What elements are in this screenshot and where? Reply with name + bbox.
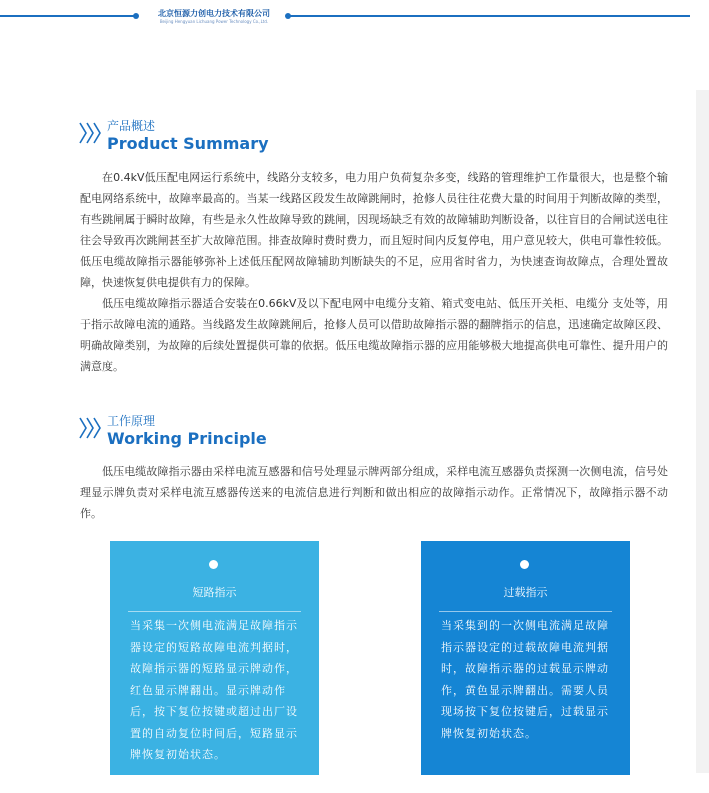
card-divider [128,611,301,612]
summary-paragraph-1: 在0.4kV低压配电网运行系统中，线路分支较多，电力用户负荷复杂多变，线路的管理维护工作量很大，也是整个输配电网络系统中，故障率最高的。当某一线路区段发生故障跳闸时，抢修人员往往花费大量的时间用于判断故障的类型，有些跳闸属于瞬时故障，有些是永久性故障导致的跳闸，因现场缺乏有效的故障辅助判断设备，以往盲目的合闸试送电往往会导致再次跳闸甚至扩大故障范围。排查故障时费时费力，而且短时间内反复停电，用户意见较大，供电可靠性较低。低压电缆故障指示器能够弥补上述低压配网故障辅助判断缺失的不足，应用省时省力，为快速查询故障点，合理处置故障，快速恢复供电提供有力的保障。 [80,171,668,289]
card-body: 当采集到的一次侧电流满足故障指示器设定的过载故障电流判据时，故障指示器的过载显示牌动作，黄色显示牌翻出。需要人员现场按下复位按键后，过载显示牌恢复初始状态。 [441,619,609,740]
overload-card [421,541,630,775]
company-name-en: Beijing Hengyuan Lichuang Power Technology Co.,Ltd. [159,19,269,24]
header-dot-left [133,13,139,19]
principle-title-cn: 工作原理 [107,414,156,428]
card-title: 短路指示 [192,586,237,599]
principle-title-en: Working Principle [107,429,267,448]
card-divider [439,611,612,612]
card-bullet-icon [520,560,529,569]
card-bullet-icon [209,560,218,569]
principle-paragraph: 低压电缆故障指示器由采样电流互感器和信号处理显示牌两部分组成，采样电流互感器负责探测一次侧电流，信号处理显示牌负责对采样电流互感器传送来的电流信息进行判断和做出相应的故障指示动作。正常情况下，故障指示器不动作。 [80,465,668,520]
company-logo-text [148,9,280,25]
triple-chevron-icon [78,121,104,145]
header-rule-left [0,15,136,17]
card-title: 过载指示 [503,586,548,599]
page-edge-strip [696,90,709,773]
summary-title-cn: 产品概述 [107,119,156,133]
summary-paragraph-2: 低压电缆故障指示器适合安装在0.66kV及以下配电网中电缆分支箱、箱式变电站、低压开关柜、电缆分 支处等，用于指示故障电流的通路。当线路发生故障跳闸后，抢修人员可以借助故障指示器的翻牌指示的信息，迅速确定故障区段、明确故障类别，为故障的后续处置提供可靠的依据。低压电缆故障指示器的应用能够极大地提高供电可靠性、提升用户的满意度。 [80,297,668,373]
card-body: 当采集一次侧电流满足故障指示器设定的短路故障电流判据时，故障指示器的短路显示牌动作，红色显示牌翻出。显示牌动作后，按下复位按键或超过出厂设置的自动复位时间后，短路显示牌恢复初始状态。 [130,619,298,761]
header-rule-right [288,15,690,17]
short-circuit-card [110,541,319,775]
summary-title-en: Product Summary [107,134,269,153]
triple-chevron-icon [78,416,104,440]
company-name-cn: 北京恒源力创电力技术有限公司 [158,9,270,18]
